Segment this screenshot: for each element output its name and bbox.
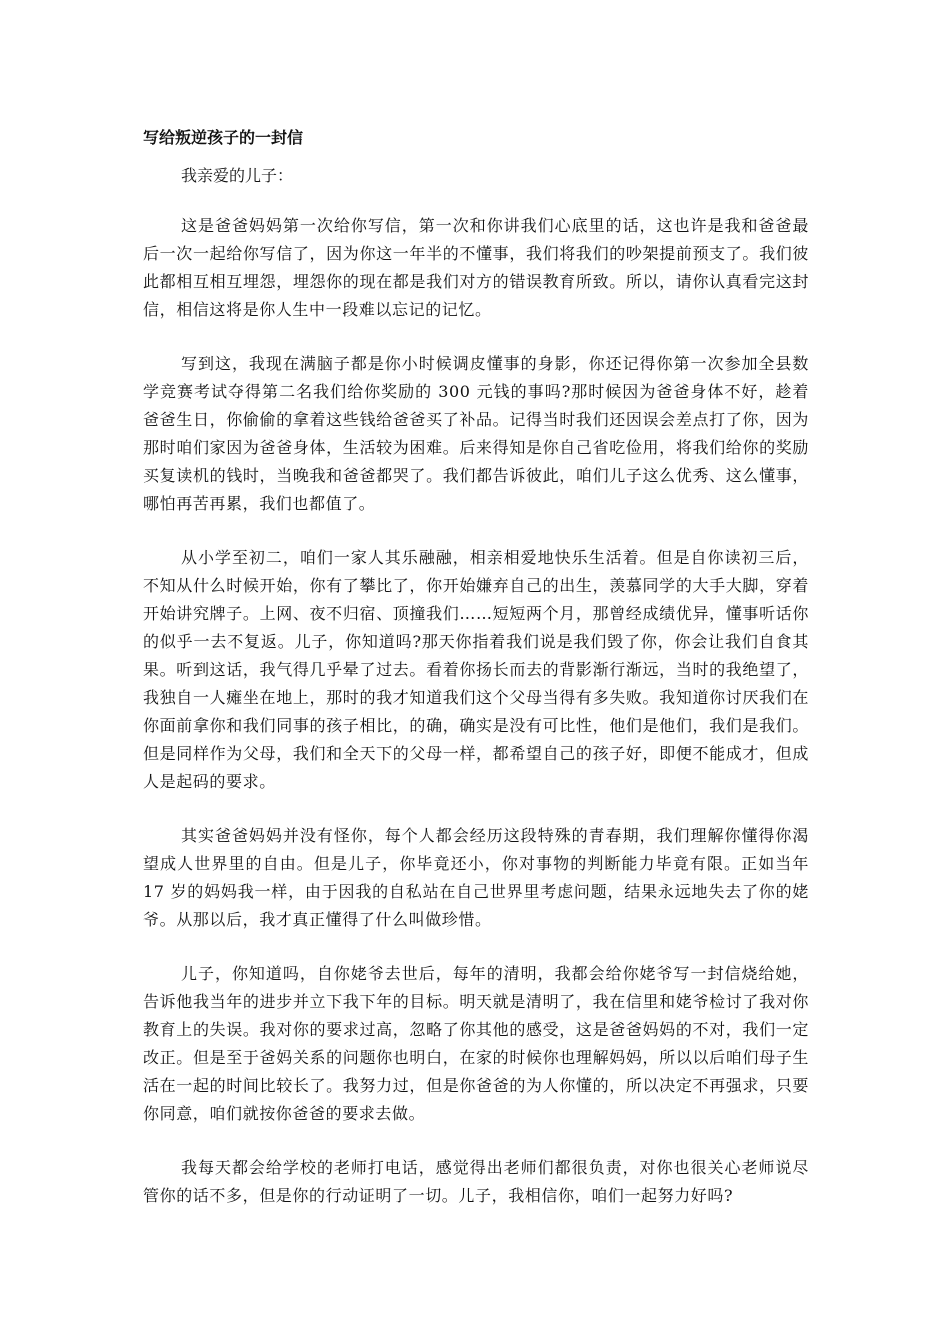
letter-salutation: 我亲爱的儿子： xyxy=(181,166,294,185)
letter-paragraph-1: 这是爸爸妈妈第一次给你写信，第一次和你讲我们心底里的话，这也许是我和爸爸最后一次一起给你写信了，因为你这一年半的不懂事，我们将我们的吵架提前预支了。我们彼此都相互相互埋怨，埋怨你的现在都是我们对方的错误教育所致。所以，请你认真看完这封信，相信这将是你人生中一段难以忘记的记忆。 xyxy=(143,216,809,319)
letter-paragraph-3: 从小学至初二，咱们一家人其乐融融，相亲相爱地快乐生活着。但是自你读初三后，不知从什么时候开始，你有了攀比了，你开始嫌弃自己的出生，羡慕同学的大手大脚，穿着开始讲究牌子。上网、夜不归宿、顶撞我们……短短两个月，那曾经成绩优异，懂事听话你的似乎一去不复返。儿子，你知道吗?那天你指着我们说是我们毁了你，你会让我们自食其果。听到这话，我气得几乎晕了过去。看着你扬长而去的背影渐行渐远，当时的我绝望了，我独自一人瘫坐在地上，那时的我才知道我们这个父母当得有多失败。我知道你讨厌我们在你面前拿你和我们同事的孩子相比，的确，确实是没有可比性，他们是他们，我们是我们。但是同样作为父母，我们和全天下的父母一样，都希望自己的孩子好，即便不能成才，但成人是起码的要求。 xyxy=(143,548,809,791)
letter-paragraph-6: 我每天都会给学校的老师打电话，感觉得出老师们都很负责，对你也很关心老师说尽管你的话不多，但是你的行动证明了一切。儿子，我相信你，咱们一起努力好吗? xyxy=(143,1158,809,1205)
letter-paragraph-4: 其实爸爸妈妈并没有怪你，每个人都会经历这段特殊的青春期，我们理解你懂得你渴望成人世界里的自由。但是儿子，你毕竟还小，你对事物的判断能力毕竟有限。正如当年 17 岁的妈妈我一样，由于因我的自私站在自己世界里考虑问题，结果永远地失去了你的姥爷。从那以后，我才真正懂得了什么叫做珍惜。 xyxy=(143,826,809,929)
letter-body xyxy=(143,124,809,1236)
letter-title: 写给叛逆孩子的一封信 xyxy=(143,128,304,147)
letter-paragraph-5: 儿子，你知道吗，自你姥爷去世后，每年的清明，我都会给你姥爷写一封信烧给她，告诉他我当年的进步并立下我下年的目标。明天就是清明了，我在信里和姥爷检讨了我对你教育上的失误。我对你的要求过高，忽略了你其他的感受，这是爸爸妈妈的不对，我们一定改正。但是至于爸妈关系的问题你也明白，在家的时候你也理解妈妈，所以以后咱们母子生活在一起的时间比较长了。我努力过，但是你爸爸的为人你懂的，所以决定不再强求，只要你同意，咱们就按你爸爸的要求去做。 xyxy=(143,964,809,1123)
letter-paragraph-2: 写到这，我现在满脑子都是你小时候调皮懂事的身影，你还记得你第一次参加全县数学竞赛考试夺得第二名我们给你奖励的 300 元钱的事吗?那时候因为爸爸身体不好，趁着爸爸生日，你偷偷的拿着这些钱给爸爸买了补品。记得当时我们还因误会差点打了你，因为那时咱们家因为爸爸身体，生活较为困难。后来得知是你自己省吃俭用，将我们给你的奖励买复读机的钱时，当晚我和爸爸都哭了。我们都告诉彼此，咱们儿子这么优秀、这么懂事，哪怕再苦再累，我们也都值了。 xyxy=(143,354,809,513)
